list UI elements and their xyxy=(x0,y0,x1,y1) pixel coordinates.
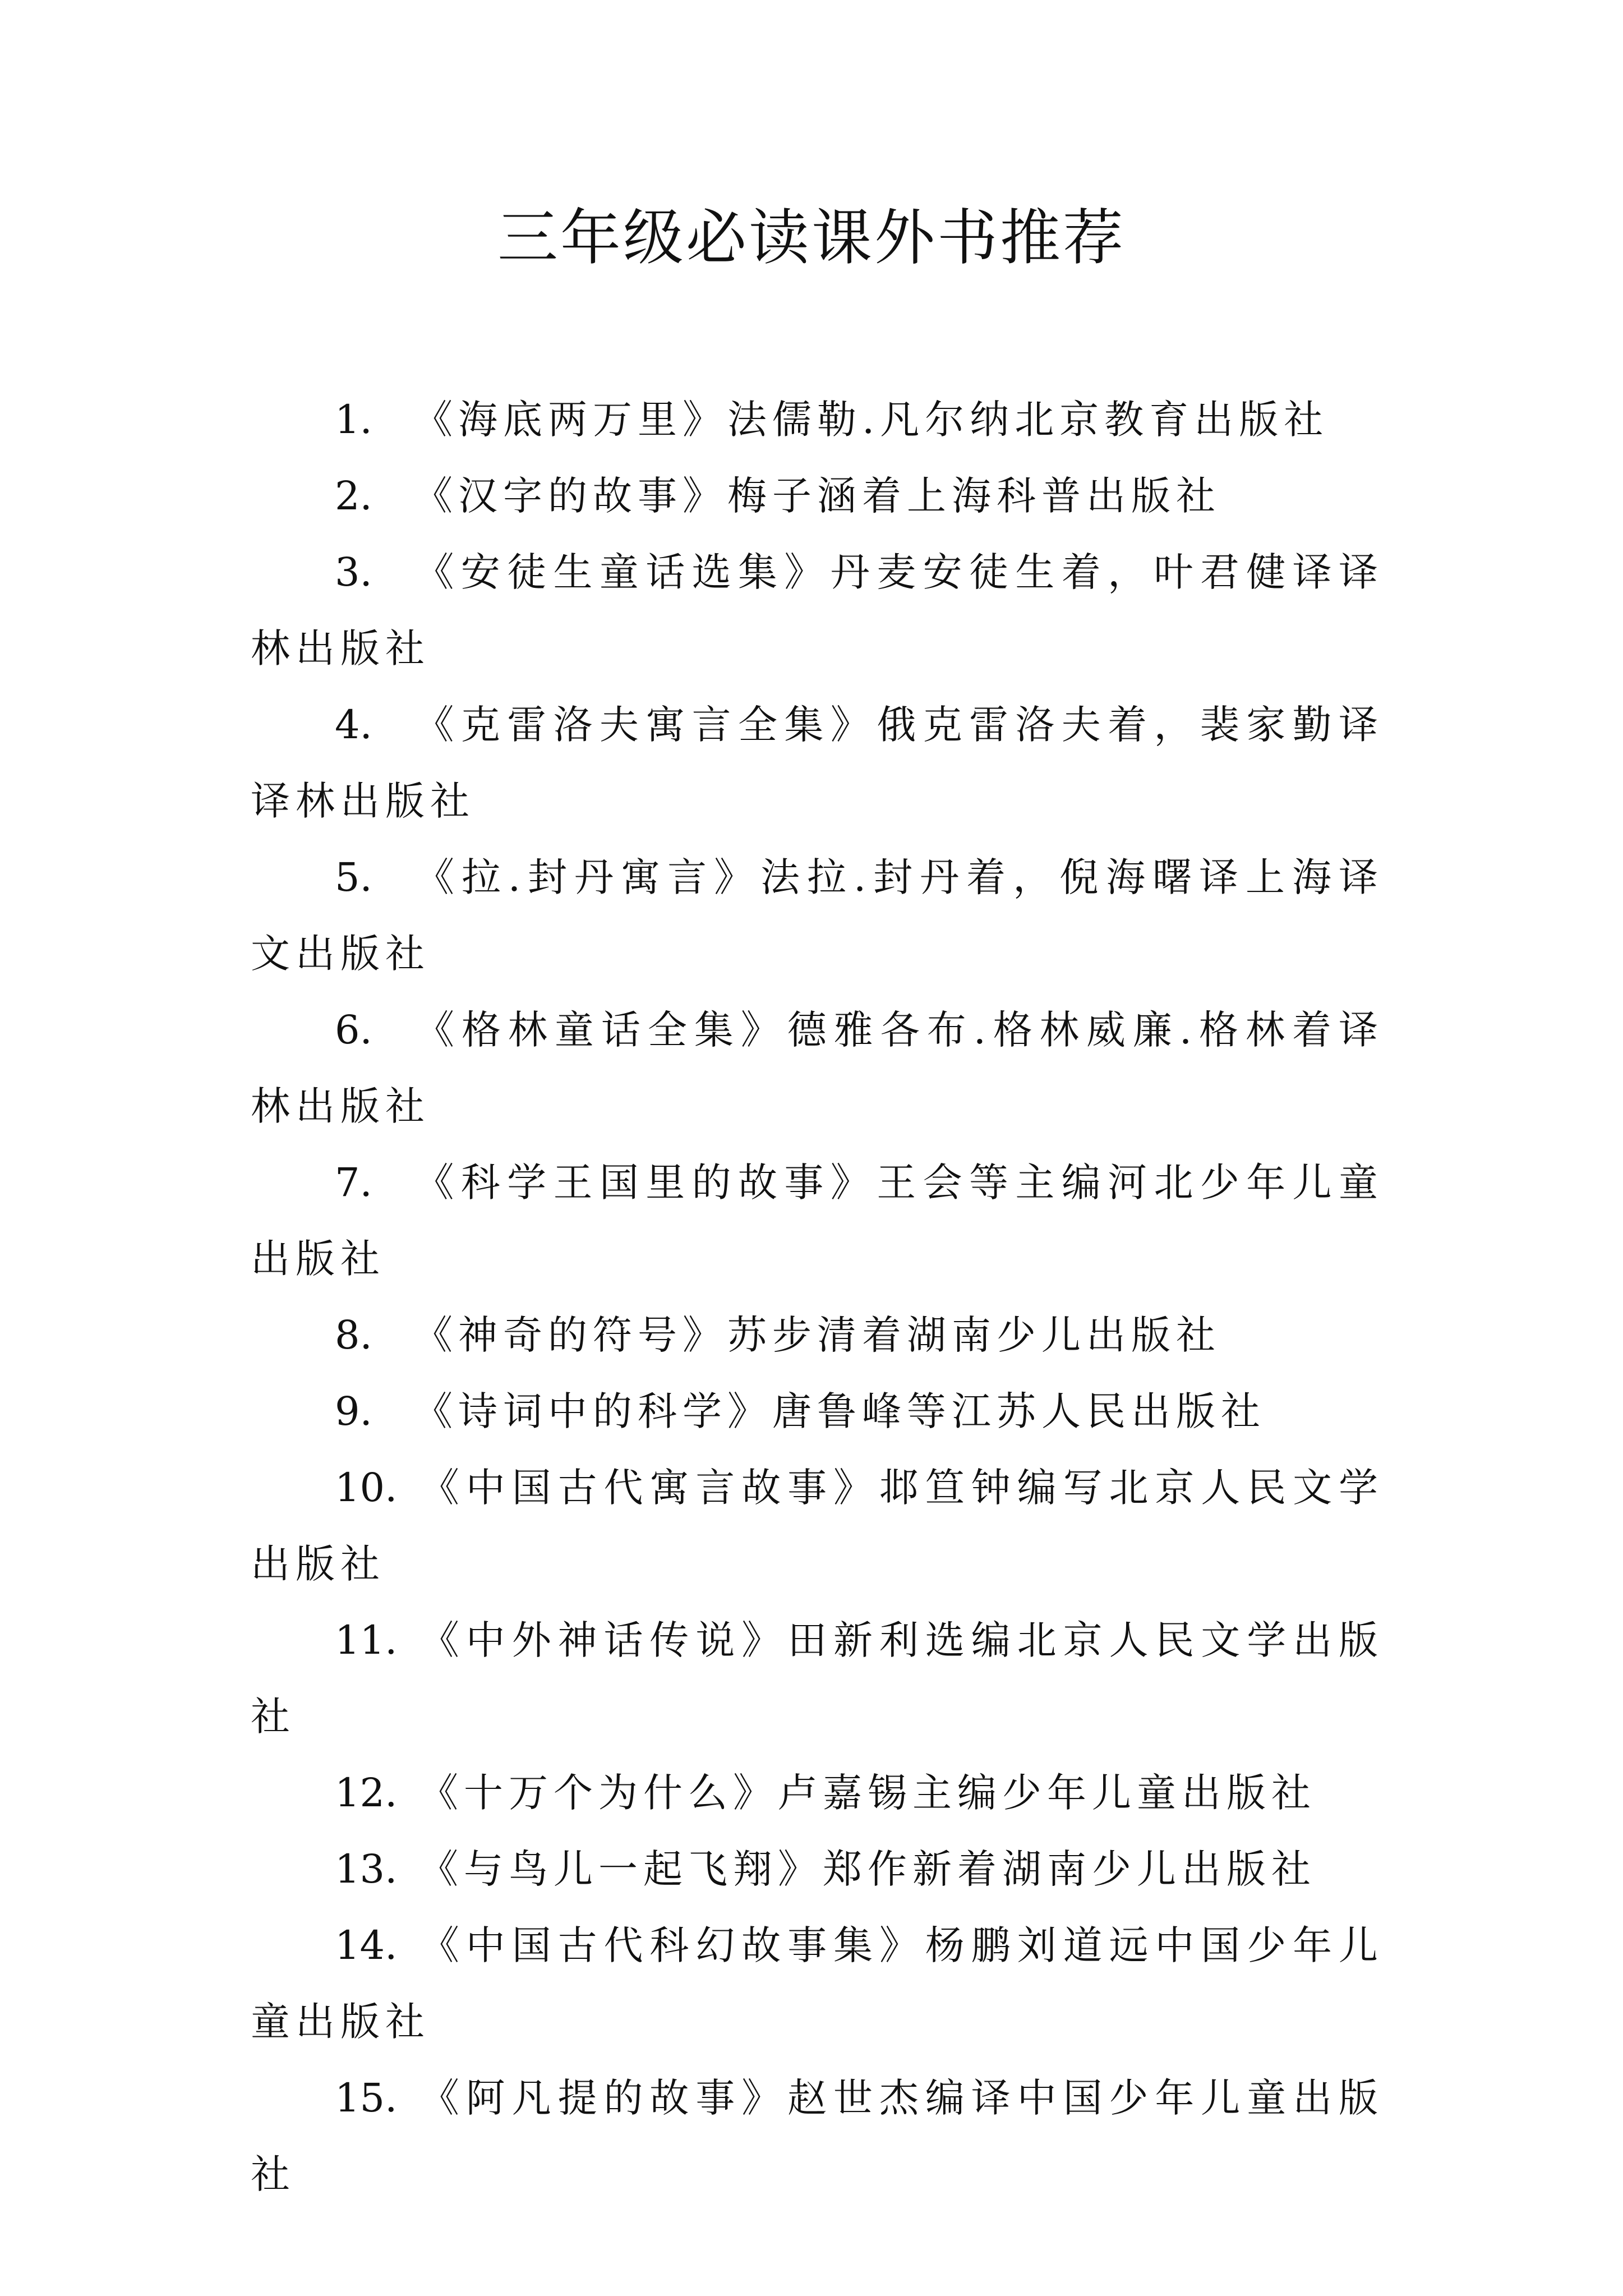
item-text: 《中国古代科幻故事集》杨鹏刘道远中国少年儿童出版社 xyxy=(251,1922,1384,2045)
item-text: 《海底两万里》法儒勒.凡尔纳北京教育出版社 xyxy=(413,397,1329,443)
list-item xyxy=(251,534,1384,687)
item-text: 《神奇的符号》苏步清着湖南少儿出版社 xyxy=(413,1312,1221,1358)
item-number: 3. xyxy=(335,549,372,595)
item-text: 《阿凡提的故事》赵世杰编译中国少年儿童出版社 xyxy=(251,2075,1384,2197)
list-item xyxy=(251,839,1384,992)
list-item xyxy=(251,1907,1384,2060)
item-text: 《中外神话传说》田新利选编北京人民文学出版社 xyxy=(251,1617,1384,1740)
item-number: 10. xyxy=(335,1465,398,1511)
item-text: 《格林童话全集》德雅各布.格林威廉.格林着译林出版社 xyxy=(251,1007,1384,1129)
list-item xyxy=(251,992,1384,1144)
item-number: 8. xyxy=(335,1312,372,1358)
item-number: 4. xyxy=(335,702,372,748)
item-text: 《诗词中的科学》唐鲁峰等江苏人民出版社 xyxy=(413,1388,1266,1434)
item-number: 13. xyxy=(335,1846,398,1892)
item-number: 12. xyxy=(335,1770,398,1816)
list-item xyxy=(251,381,1384,458)
item-number: 15. xyxy=(335,2075,398,2121)
item-text: 《科学王国里的故事》王会等主编河北少年儿童出版社 xyxy=(251,1159,1384,1282)
item-text: 《克雷洛夫寓言全集》俄克雷洛夫着，裴家勤译译林出版社 xyxy=(251,702,1384,824)
item-text: 《与鸟儿一起飞翔》郑作新着湖南少儿出版社 xyxy=(419,1846,1316,1892)
list-item xyxy=(251,458,1384,534)
list-item xyxy=(251,1755,1384,1831)
list-item xyxy=(251,1602,1384,1755)
list-item xyxy=(251,687,1384,839)
item-text: 《十万个为什么》卢嘉锡主编少年儿童出版社 xyxy=(419,1770,1316,1816)
item-number: 14. xyxy=(335,1922,398,1968)
item-number: 7. xyxy=(335,1159,372,1205)
item-number: 9. xyxy=(335,1388,372,1434)
item-number: 2. xyxy=(335,473,372,519)
list-item xyxy=(251,1144,1384,1297)
item-text: 《拉.封丹寓言》法拉.封丹着，倪海曙译上海译文出版社 xyxy=(251,854,1384,977)
book-list xyxy=(251,381,1384,2212)
item-number: 5. xyxy=(335,854,372,900)
item-number: 6. xyxy=(335,1007,372,1053)
list-item xyxy=(251,1831,1384,1907)
list-item xyxy=(251,1373,1384,1450)
list-item xyxy=(251,1450,1384,1602)
item-text: 《中国古代寓言故事》邶笪钟编写北京人民文学出版社 xyxy=(251,1465,1384,1587)
item-text: 《汉字的故事》梅子涵着上海科普出版社 xyxy=(413,473,1221,519)
item-number: 1. xyxy=(335,397,372,443)
list-item xyxy=(251,2060,1384,2212)
document-title: 三年级必读课外书推荐 xyxy=(497,203,1126,273)
list-item xyxy=(251,1297,1384,1373)
item-number: 11. xyxy=(335,1617,398,1663)
item-text: 《安徒生童话选集》丹麦安徒生着，叶君健译译林出版社 xyxy=(251,549,1384,671)
